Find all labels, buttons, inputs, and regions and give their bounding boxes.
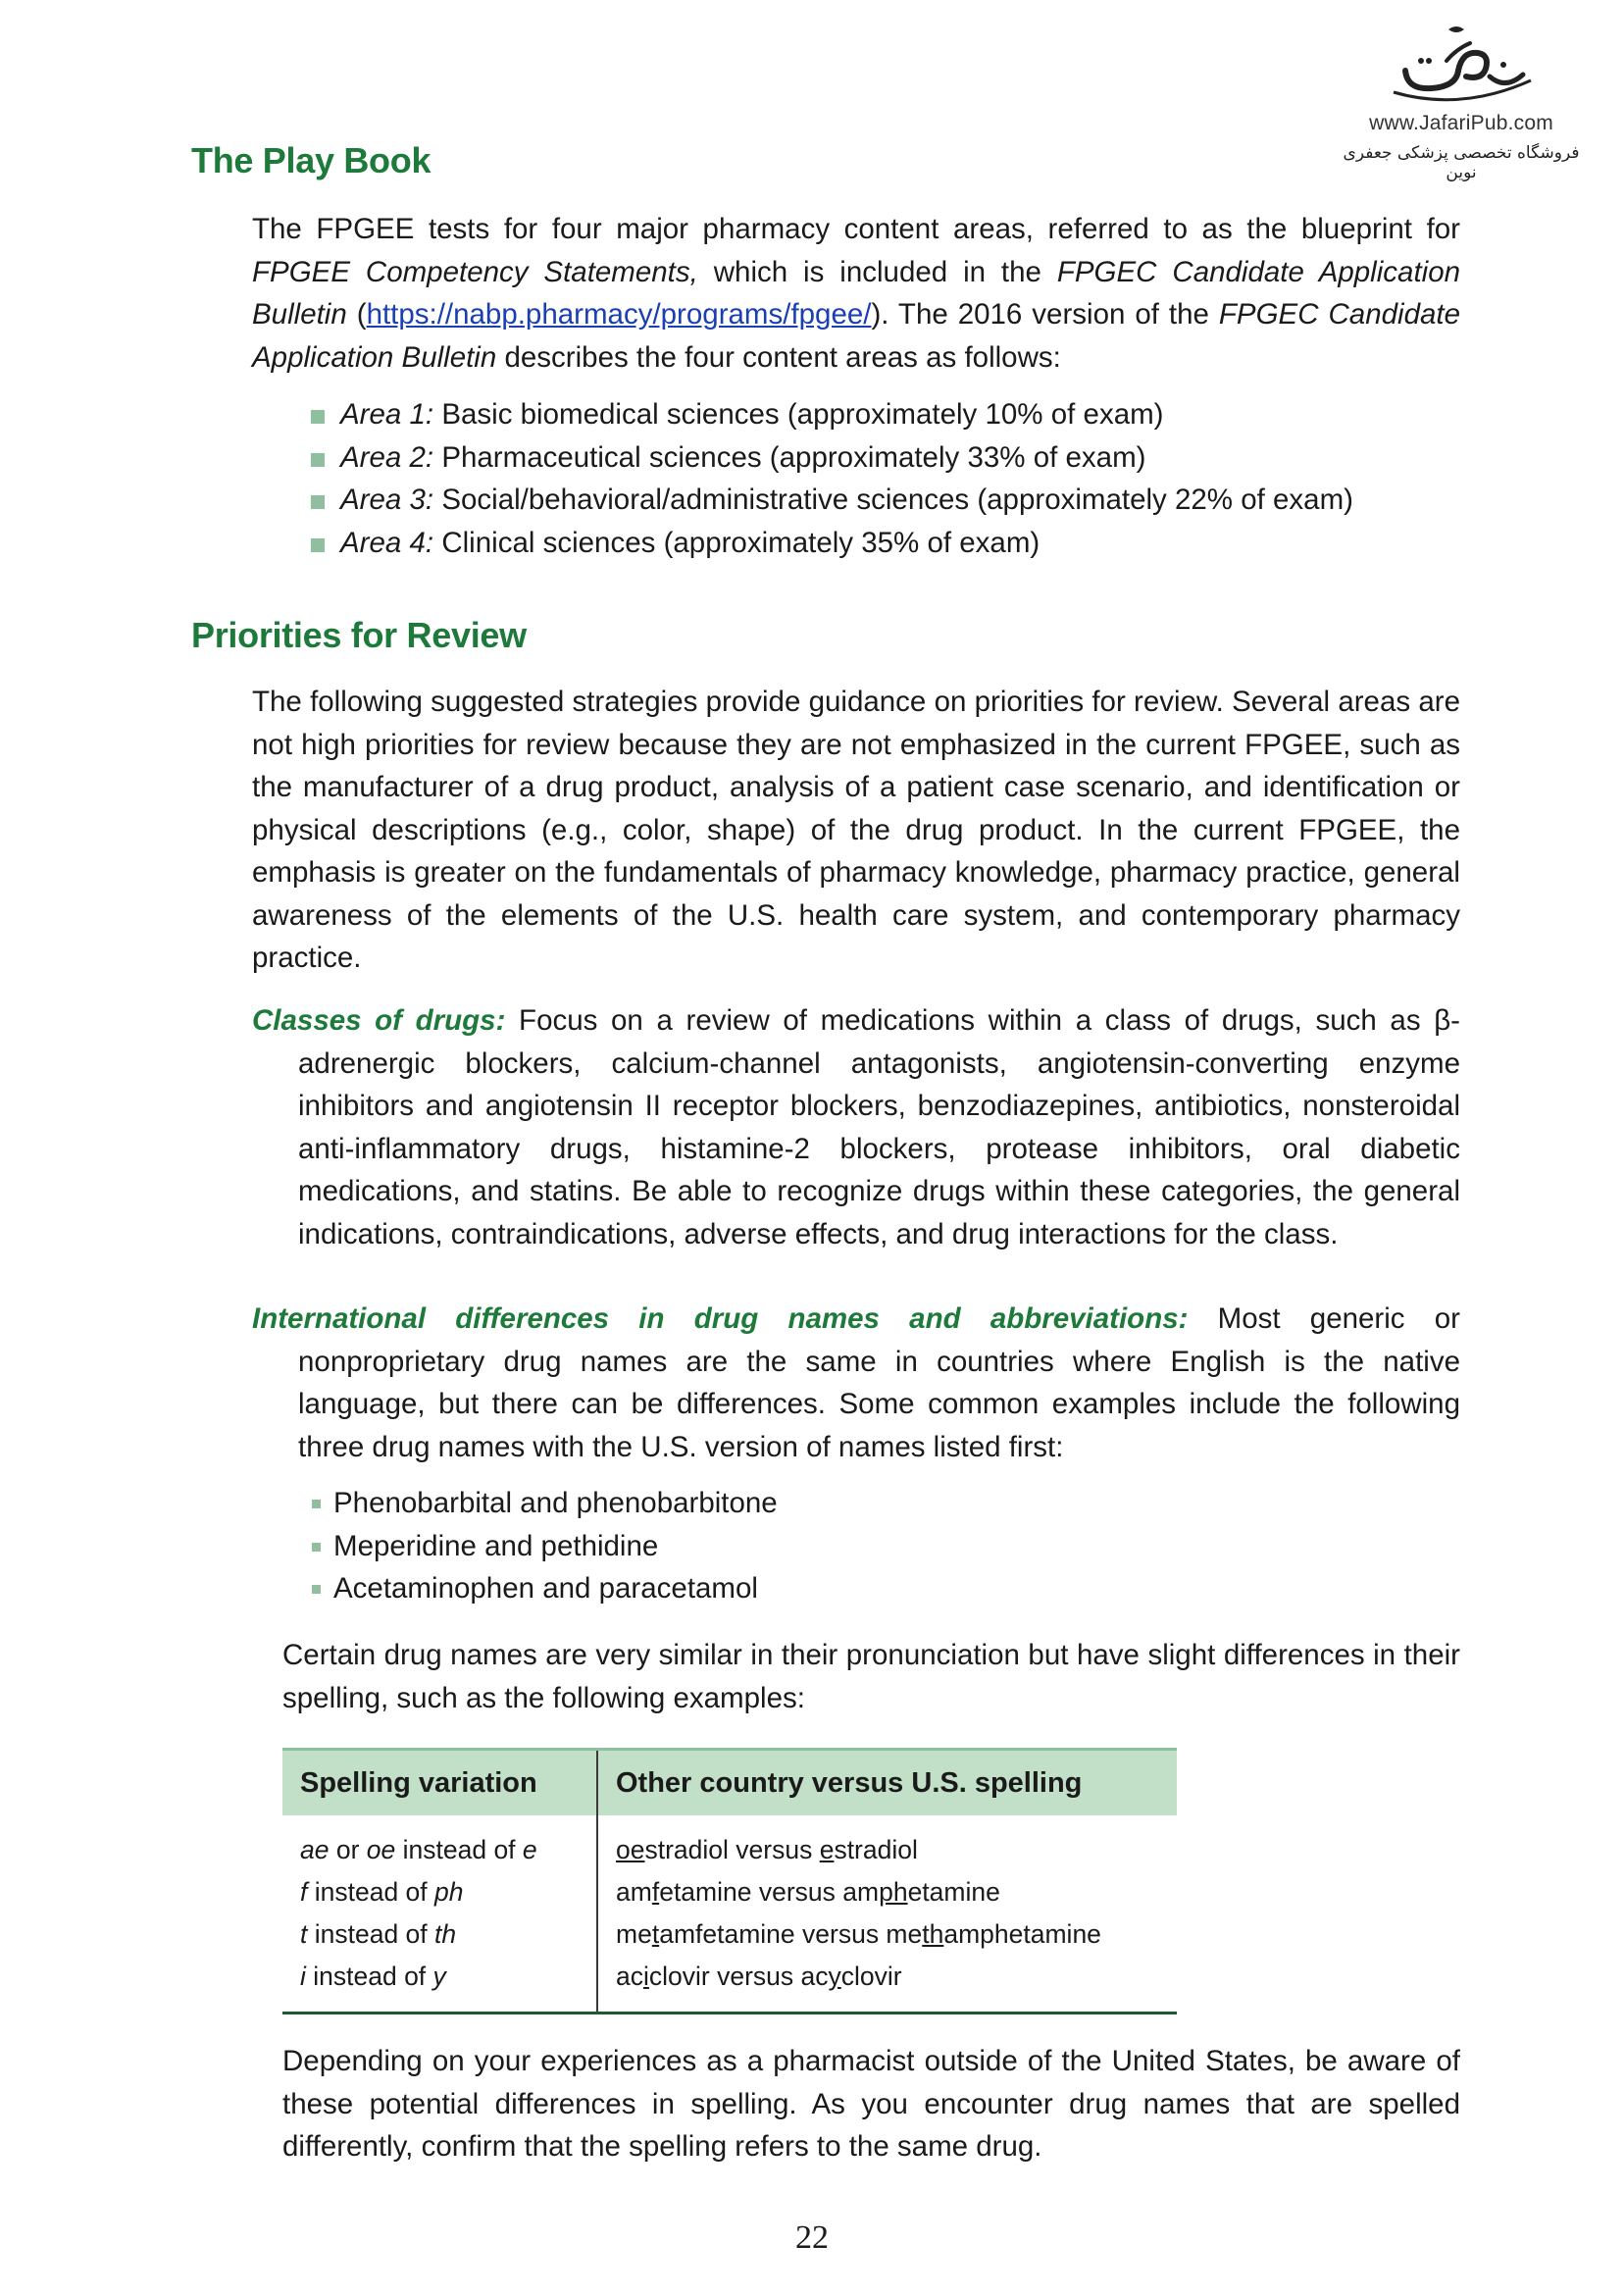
- jafaripub-calligraphy-logo-icon: [1388, 22, 1535, 110]
- table-row: [282, 1956, 1177, 2014]
- priorities-intro: The following suggested strategies provide guidance on priorities for review. Several areas are not high priorities for review because they are not emphasized in the current FPGEE, such as the manufacturer of a drug product, analysis of a patient case scenario, and identification or physical descriptions (e.g., color, shape) of the drug product. In the current FPGEE, the emphasis is greater on the fundamentals of pharmacy knowledge, pharmacy practice, general awareness of the elements of the U.S. health care system, and contemporary pharmacy practice.: [252, 686, 1460, 974]
- spelling-variation-cell: i instead of y: [282, 1956, 597, 2014]
- logo-url: www.JafariPub.com: [1369, 112, 1553, 134]
- spelling-example-cell: oestradiol versus estradiol: [597, 1815, 1177, 1871]
- bulletin-link[interactable]: https://nabp.pharmacy/programs/fpgee/: [366, 298, 872, 331]
- section-title-play-book: The Play Book: [191, 140, 431, 180]
- international-differences-lead: International differences in drug names and abbreviations:: [252, 1302, 1189, 1335]
- section-title-priorities: Priorities for Review: [191, 615, 527, 655]
- column-header-spelling-variation: Spelling variation: [282, 1750, 597, 1816]
- page-number: 22: [795, 2219, 829, 2256]
- table-header-row: [282, 1750, 1177, 1816]
- column-header-spelling-examples: Other country versus U.S. spelling: [597, 1750, 1177, 1816]
- table-row: [282, 1913, 1177, 1956]
- content-area-item: Area 1: Basic biomedical sciences (approximately 10% of exam): [307, 393, 1353, 436]
- list-item: Phenobarbital and phenobarbitone: [310, 1482, 778, 1525]
- spelling-variation-cell: f instead of ph: [300, 1877, 464, 1907]
- content-areas-list: [307, 393, 1353, 564]
- spelling-example-cell: amfetamine versus amphetamine: [597, 1871, 1177, 1913]
- spelling-variation-cell: ae or oe instead of e: [300, 1835, 537, 1864]
- closing-paragraph: Depending on your experiences as a pharmacist outside of the United States, be aware of these potential differences in spelling. As you encounter drug names that are spelled differently, confirm that the spelling refers to the same drug.: [282, 2045, 1460, 2163]
- spelling-variation-cell: t instead of th: [300, 1919, 457, 1949]
- table-row: [282, 1871, 1177, 1913]
- spelling-variation-table: [282, 1748, 1177, 2014]
- logo-tagline: فروشگاه تخصصی پزشکی جعفری نوین: [1343, 143, 1580, 182]
- list-item: Meperidine and pethidine: [310, 1525, 778, 1568]
- table-row: [282, 1815, 1177, 1871]
- spelling-example-cell: metamfetamine versus methamphetamine: [597, 1913, 1177, 1956]
- drug-name-examples-list: [310, 1482, 778, 1610]
- classes-of-drugs-lead: Classes of drugs:: [252, 1004, 506, 1037]
- content-area-item: Area 3: Social/behavioral/administrative sciences (approximately 22% of exam): [307, 479, 1353, 522]
- list-item: Acetaminophen and paracetamol: [310, 1567, 778, 1610]
- content-area-item: Area 4: Clinical sciences (approximately 35% of exam): [307, 522, 1353, 565]
- classes-of-drugs-paragraph: Classes of drugs: Focus on a review of medications within a class of drugs, such as β-adrenergic blockers, calcium-channel antagonists, angiotensin-converting enzyme inhibitors and angiotensin II receptor blockers, benzodiazepines, antibiotics, nonsteroidal anti-inflammatory drugs, histamine-2 blockers, protease inhibitors, oral diabetic medications, and statins. Be able to recognize drugs within these categories, the general indications, contraindications, adverse effects, and drug interactions for the class.: [252, 1004, 1460, 1250]
- publisher-logo: [1329, 22, 1594, 183]
- content-area-item: Area 2: Pharmaceutical sciences (approximately 33% of exam): [307, 436, 1353, 480]
- international-differences-paragraph: International differences in drug names and abbreviations: Most generic or nonproprietary drug names are the same in countries where English is the native language, but there can be differences. Some common examples include the following three drug names with the U.S. version of names listed first:: [252, 1302, 1460, 1463]
- spelling-intro: Certain drug names are very similar in their pronunciation but have slight differences in their spelling, such as the following examples:: [282, 1639, 1460, 1714]
- play-book-intro: The FPGEE tests for four major pharmacy content areas, referred to as the blueprint for FPGEE Competency Statements, which is included in the FPGEC Candidate Application Bulletin (https://nabp.pharmacy/programs/fpgee/). The 2016 version of the FPGEC Candidate Application Bulletin describes the four content areas as follows:: [252, 213, 1461, 374]
- spelling-example-cell: aciclovir versus acyclovir: [597, 1956, 1177, 2014]
